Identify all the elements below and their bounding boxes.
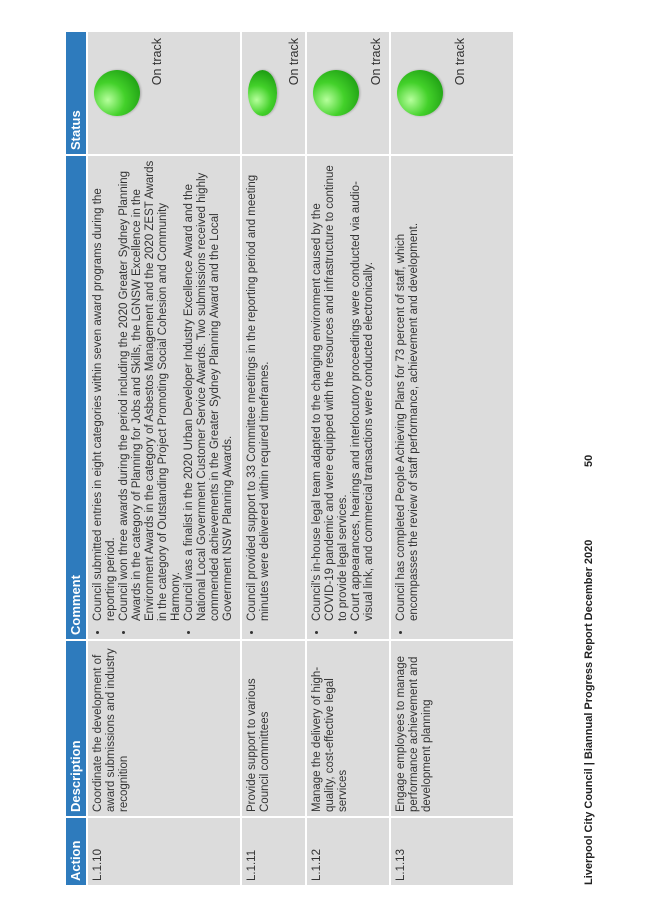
comment-list (246, 160, 272, 635)
footer-report-title: Liverpool City Council | Biannual Progress Report December 2020 (583, 539, 595, 885)
description-text: Engage employees to manage performance achievement and development planning (395, 656, 433, 812)
action-code: L.1.10 (92, 849, 104, 881)
status-cell (391, 32, 513, 154)
comment-bullet: • Council was a finalist in the 2020 Urban Developer Industry Excellence Award and the National Local Government Customer Service Awards. Two submissions received highly commended achievements in the Greater Sydney Planning Award and the Local Government NSW Planning Awards. (183, 160, 235, 621)
comment-bullet: • Council submitted entries in eight categories within seven award programs during the reporting period. (92, 160, 118, 621)
action-table (66, 32, 513, 885)
status-label: On track (369, 38, 383, 86)
comment-list (311, 160, 376, 635)
description-text: Coordinate the development of award submissions and industry recognition (92, 648, 130, 812)
action-cell (307, 818, 389, 885)
status-label: On track (287, 38, 301, 86)
description-cell (391, 641, 513, 816)
status-green-circle-icon (397, 70, 443, 116)
status-green-circle-icon (94, 70, 140, 116)
footer (575, 438, 615, 885)
header-description: Description (66, 641, 86, 816)
comment-cell (88, 156, 240, 639)
action-cell (88, 818, 240, 885)
description-cell (88, 641, 240, 816)
status-green-circle-icon (248, 70, 277, 116)
comment-cell (242, 156, 305, 639)
comment-cell (307, 156, 389, 639)
footer-page-number: 50 (583, 454, 595, 467)
comment-bullet: • Council has completed People Achieving Plans for 73 percent of staff, which encompasses the review of staff performance, achievement and development. (395, 160, 421, 621)
comment-bullet: • Council provided support to 33 Committee meetings in the reporting period and meeting minutes were delivered within required timeframes. (246, 160, 272, 621)
description-text: Provide support to various Council committees (246, 678, 271, 812)
description-cell (242, 641, 305, 816)
header-status: Status (66, 32, 86, 154)
description-cell (307, 641, 389, 816)
status-cell (307, 32, 389, 154)
comment-list (395, 160, 421, 635)
header-comment: Comment (66, 156, 86, 639)
comment-cell (391, 156, 513, 639)
status-label: On track (453, 38, 467, 86)
action-code: L.1.12 (311, 849, 323, 881)
action-code: L.1.11 (246, 849, 258, 881)
comment-bullet: • Court appearances, hearings and interlocutory proceedings were conducted via audio-visual link, and commercial transactions were conducted electronically. (350, 160, 376, 621)
comment-list (92, 160, 235, 635)
action-cell (391, 818, 513, 885)
status-green-circle-icon (313, 70, 359, 116)
header-action: Action (66, 818, 86, 885)
action-code: L.1.13 (395, 849, 407, 881)
comment-bullet: • Council's in-house legal team adapted to the changing environment caused by the COVID-19 pandemic and were equipped with the resources and infrastructure to continue to provide legal services. (311, 160, 350, 621)
rotated-report-table (66, 32, 513, 885)
status-cell (242, 32, 305, 154)
comment-bullet: • Council won three awards during the period including the 2020 Greater Sydney Planning Awards in the category of Planning for Jobs and Skills, the LGNSW Excellence in the Environment Awards in the category of Asbestos Management and the 2020 ZEST Awards in the category of Outstanding Project Promoting Social Cohesion and Community Harmony. (118, 160, 183, 621)
description-text: Manage the delivery of high-quality, cost-effective legal services (311, 666, 349, 812)
action-cell (242, 818, 305, 885)
status-label: On track (150, 38, 164, 86)
status-cell (88, 32, 240, 154)
